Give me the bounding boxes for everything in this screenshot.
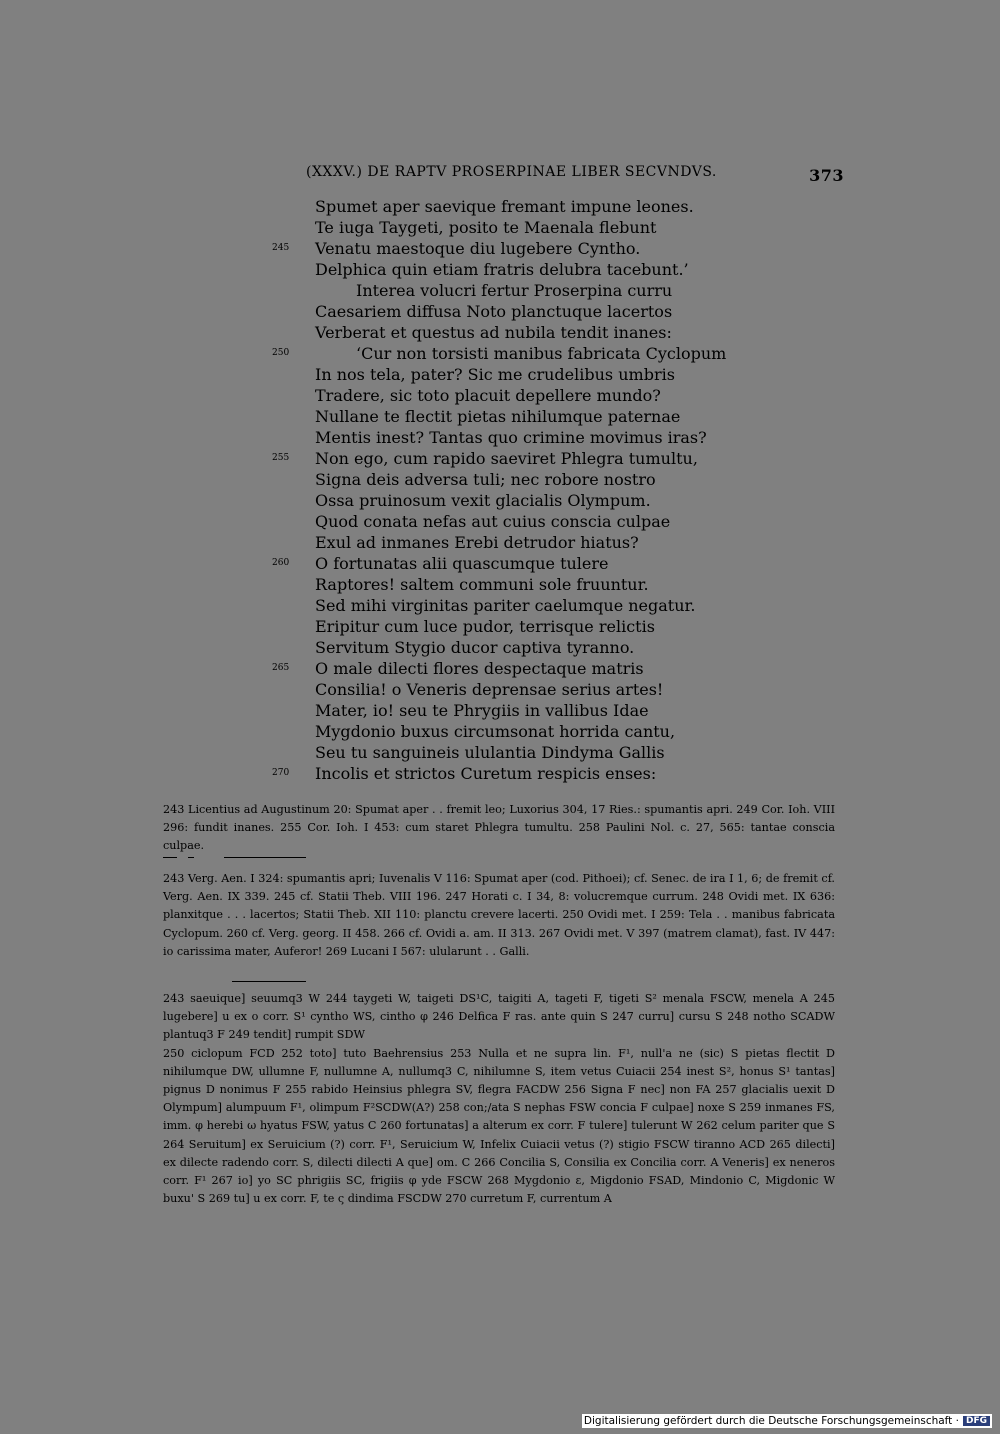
- critical-text-2: 250 ciclopum FCD 252 toto] tuto Baehrensius 253 Nulla et ne supra lin. F¹, null'a ne (sic) S pietas flectit D nihilumque DW, ullumne F, nullumne A, nullumq3 C, nihilumne S, item vetus Cuiacii 254 inest S², honus S¹ tantas] pignus D nonimus F 255 rabido Heinsius phlegra SV, flegra FACDW 256 Signa F nec] non FA 257 glacialis uexit D Olympum] alumpuum F¹, olimpum F²SCDW(A?) 258 con;/ata S nephas FSW concia F culpae] noxe S 259 inmanes FS, imm. φ herebi ω hyatus FSW, yatus C 260 fortunatas] a alterum ex corr. F tulere] tulerunt W 262 celum pariter que S 264 Seruitum] ex Seruicium (?) corr. F¹, Seruicium W, Infelix Cuiacii vetus (?) stigio FSCW tiranno ACD 265 dilecti] ex dilecte radendo corr. S, dilecti dilecti A que] om. C 266 Concilia S, Consilia ex Concilia corr. A Veneris] ex neneros corr. F¹ 267 io] yo SC phrigiis SC, frigiis φ yde FSCW 268 Mygdonio ε, Migdonio FSAD, Mindonio C, Migdonic W buxu' S 269 tu] u ex corr. F, te ς dindima FSCDW 270 curretum F, currentum A: [163, 1046, 835, 1206]
- verse-text: O male dilecti flores despectaque matris: [315, 659, 644, 678]
- verse-line: [272, 196, 872, 217]
- verse-line: [272, 385, 872, 406]
- page-number: 373: [809, 166, 844, 185]
- verse-line: [272, 238, 872, 259]
- verse-line: [272, 742, 872, 763]
- sources-text: 243 Licentius ad Augustinum 20: Spumat aper . . fremit leo; Luxorius 304, 17 Ries.: spumantis apri. 249 Cor. Ioh. VIII 296: fundit inanes. 255 Cor. Ioh. I 453: cum staret Phlegra tumultu. 258 Paulini Nol. c. 27, 565: tantae conscia culpae.: [163, 803, 835, 853]
- verse-line: [272, 364, 872, 385]
- verse-text: Te iuga Taygeti, posito te Maenala flebunt: [315, 218, 657, 237]
- line-number: 260: [272, 558, 290, 568]
- verse-text: Exul ad inmanes Erebi detrudor hiatus?: [315, 533, 639, 552]
- verse-line: [272, 406, 872, 427]
- verse-line: [272, 658, 872, 679]
- verse-text: In nos tela, pater? Sic me crudelibus umbris: [315, 365, 675, 384]
- verse-text: Delphica quin etiam fratris delubra tacebunt.’: [315, 260, 689, 279]
- line-number: 270: [272, 768, 290, 778]
- verse-line: [272, 217, 872, 238]
- verse-text: Venatu maestoque diu lugebere Cyntho.: [315, 239, 641, 258]
- verse-text: Mentis inest? Tantas quo crimine movimus iras?: [315, 428, 707, 447]
- verse-line: [272, 448, 872, 469]
- verse-text: Interea volucri fertur Proserpina curru: [356, 281, 673, 300]
- verse-text: Spumet aper saevique fremant impune leones.: [315, 197, 694, 216]
- verse-text: Nullane te flectit pietas nihilumque paternae: [315, 407, 681, 426]
- verse-line: [272, 721, 872, 742]
- line-number: 265: [272, 663, 290, 673]
- divider: [188, 857, 194, 858]
- verse-text: Quod conata nefas aut cuius conscia culpae: [315, 512, 671, 531]
- critical-apparatus: [163, 990, 835, 1208]
- verse-text: O fortunatas alii quascumque tulere: [315, 554, 609, 573]
- verse-line: [272, 532, 872, 553]
- line-number: 250: [272, 348, 290, 358]
- verse-line: [272, 259, 872, 280]
- verse-line: [272, 511, 872, 532]
- verse-line: [272, 763, 872, 784]
- verse-text: Mater, io! seu te Phrygiis in vallibus Idae: [315, 701, 649, 720]
- verse-text: Ossa pruinosum vexit glacialis Olympum.: [315, 491, 651, 510]
- line-number: 245: [272, 243, 290, 253]
- critical-text-1: 243 saeuique] seuumq3 W 244 taygeti W, taigeti DS¹C, taigiti A, tageti F, tigeti S² menala FSCW, menela A 245 lugebere] u ex o corr. S¹ cyntho WS, cintho φ 246 Delfica F ras. ante quin S 247 curru] cursu S 248 notho SCADW plantuq3 F 249 tendit] rumpit SDW: [163, 992, 835, 1042]
- verse-line: [272, 301, 872, 322]
- verse-line: [272, 427, 872, 448]
- verse-line: [272, 616, 872, 637]
- parallels-text: 243 Verg. Aen. I 324: spumantis apri; Iuvenalis V 116: Spumat aper (cod. Pithoei); cf. Senec. de ira I 1, 6; de fremit cf. Verg. Aen. IX 339. 245 cf. Statii Theb. VIII 196. 247 Horati c. I 34, 8: volucremque currum. 248 Ovidi met. IX 636: planxitque . . . lacertos; Statii Theb. XII 110: planctu crevere lacerti. 250 Ovidi met. I 259: Tela . . manibus fabricata Cyclopum. 260 cf. Verg. georg. II 458. 266 cf. Ovidi a. am. II 313. 267 Ovidi met. V 397 (matrem clamat), fast. IV 447: io carissima mater, Auferor! 269 Lucani I 567: ulularunt . . Galli.: [163, 872, 835, 958]
- verse-text: Eripitur cum luce pudor, terrisque relictis: [315, 617, 655, 636]
- divider: [232, 981, 306, 982]
- verse-line: [272, 469, 872, 490]
- verse-text: Signa deis adversa tuli; nec robore nostro: [315, 470, 656, 489]
- verse-line: [272, 322, 872, 343]
- dfg-logo: DFG: [963, 1416, 990, 1426]
- digitization-credit: [582, 1414, 992, 1428]
- verse-text: ‘Cur non torsisti manibus fabricata Cyclopum: [356, 344, 727, 363]
- credit-text: Digitalisierung gefördert durch die Deutsche Forschungsgemeinschaft ·: [583, 1415, 959, 1427]
- verse-line: [272, 679, 872, 700]
- verse-text: Verberat et questus ad nubila tendit inanes:: [315, 323, 672, 342]
- verse-line: [272, 574, 872, 595]
- line-number: 255: [272, 453, 290, 463]
- verse-text: Non ego, cum rapido saeviret Phlegra tumultu,: [315, 449, 698, 468]
- verse-line: [272, 280, 872, 301]
- verse-text: Seu tu sanguineis ululantia Dindyma Gallis: [315, 743, 665, 762]
- divider: [163, 857, 177, 858]
- verse-text: Incolis et strictos Curetum respicis enses:: [315, 764, 657, 783]
- parallels-apparatus: [163, 870, 835, 961]
- header-title: (XXXV.) DE RAPTV PROSERPINAE LIBER SECVNDVS.: [306, 164, 717, 180]
- verse-text: Servitum Stygio ducor captiva tyranno.: [315, 638, 635, 657]
- verse-line: [272, 343, 872, 364]
- verse-text: Mygdonio buxus circumsonat horrida cantu,: [315, 722, 676, 741]
- verse-line: [272, 490, 872, 511]
- verse-text: Consilia! o Veneris deprensae serius artes!: [315, 680, 664, 699]
- verse-text: Tradere, sic toto placuit depellere mundo?: [315, 386, 661, 405]
- verse-line: [272, 553, 872, 574]
- verse-text: Sed mihi virginitas pariter caelumque negatur.: [315, 596, 696, 615]
- verse-line: [272, 637, 872, 658]
- divider: [224, 857, 306, 858]
- verse-line: [272, 595, 872, 616]
- verse-text: Raptores! saltem communi sole fruuntur.: [315, 575, 649, 594]
- verse-text: Caesariem diffusa Noto planctuque lacertos: [315, 302, 673, 321]
- verse-line: [272, 700, 872, 721]
- verse-block: [272, 196, 872, 784]
- sources-apparatus: [163, 801, 835, 856]
